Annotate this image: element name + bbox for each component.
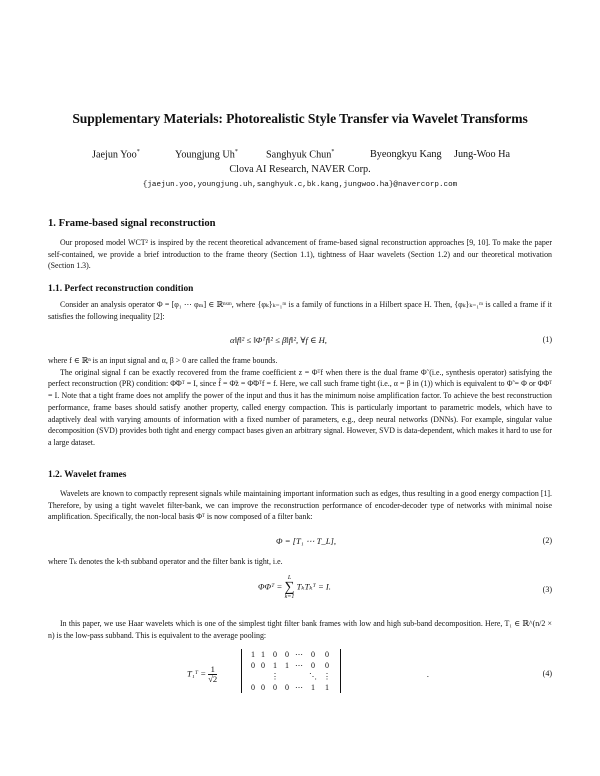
matrix-cell: ⋯ — [295, 661, 303, 670]
matrix-cell: ⋮ — [323, 672, 331, 681]
matrix-cell: 1 — [251, 650, 255, 659]
section-1-intro — [48, 237, 552, 272]
sum-upper-limit: L — [287, 575, 292, 581]
paragraph: The original signal f can be exactly recovered from the frame coefficient z = Φᵀf when there is the dual frame Φ̃ (i.e., synthesis operator) satisfying the perfect reconstruction (PR) condition: Φ̃Φᵀ = I, since f̂ = Φ̃z = Φ̃Φᵀf = f. Here, we call such frame tight (i.e., α = β in (1)) which is equivalent to Φ̃ = Φ or ΦΦᵀ = I. Note that a tight frame does not amplify the power of the input and thus it has the minimum noise amplification factor. To achieve the best reconstruction performance, frame bases should satisfy another property, called energy compaction. This is particularly important to parametric models, which have to adaptively deal with varying amounts of information with a fixed number of parameters, e.g., deep neural networks (DNNs). For example, singular value decomposition (SVD) provides both tight and energy compact bases given an arbitrary signal. However, SVD is data-dependent, which makes it hard to use for a large dataset. — [48, 367, 552, 447]
equation-lhs: ΦΦᵀ = — [258, 581, 283, 592]
author-name: Byeongkyu Kang — [370, 149, 442, 160]
matrix-cell: 0 — [261, 683, 265, 692]
matrix-cell: ⋯ — [295, 650, 303, 659]
matrix — [241, 649, 341, 693]
paragraph: Consider an analysis operator Φ = [φ₁ ⋯ φₘ] ∈ ℝⁿˣᵐ, where {φₖ}ₖ₌₁ᵐ is a family of functions in a Hilbert space H. Then, {φₖ}ₖ₌₁ᵐ is called a frame if it satisfies the following inequality [2]: — [48, 300, 552, 321]
equation-rhs: TₖTₖᵀ = I. — [296, 581, 331, 592]
section-heading-1-2: 1.2. Wavelet frames — [48, 470, 127, 480]
section-1-1-para-1 — [48, 299, 552, 322]
matrix-cell: 0 — [285, 650, 289, 659]
equation-tail: . — [427, 669, 430, 679]
matrix-cell: ⋯ — [295, 683, 303, 692]
matrix-cell: 0 — [285, 683, 289, 692]
matrix-cell: 1 — [285, 661, 289, 670]
email-addresses: {jaejun.yoo,youngjung.uh,sanghyuk.c,bk.kang,jungwoo.ha}@navercorp.com — [142, 181, 458, 189]
matrix-row — [248, 649, 334, 660]
matrix-cell: 0 — [325, 650, 329, 659]
matrix-cell — [292, 671, 306, 682]
paragraph: where f ∈ ℝⁿ is an input signal and α, β > 0 are called the frame bounds. — [48, 356, 278, 365]
matrix-cell: 1 — [311, 683, 315, 692]
equation-body: Φ = [T₁ ⋯ T_L], — [276, 536, 336, 546]
section-1-1-para-2 — [48, 355, 552, 449]
matrix-row — [248, 671, 334, 682]
paragraph: where Tₖ denotes the k-th subband operator and the filter bank is tight, i.e. — [48, 557, 283, 566]
equation-number: (4) — [542, 669, 552, 678]
matrix-cell: 0 — [311, 661, 315, 670]
equation-body: α‖f‖² ≤ ‖Φᵀf‖² ≤ β‖f‖², ∀f ∈ H, — [230, 335, 327, 345]
paragraph: Wavelets are known to compactly represent signals while maintaining important information such as edges, thus resulting in a good energy compaction [1]. Therefore, by using a tight wavelet filter-bank, we can improve the reconstruction performance of encoder-decoder type of networks with minimal noise amplification. Specifically, the non-local basis Φᵀ is now composed of a filter bank: — [48, 489, 552, 522]
author-name: Youngjung Uh* — [175, 149, 238, 161]
affiliation: Clova AI Research, NAVER Corp. — [229, 164, 371, 175]
matrix-row — [248, 682, 334, 693]
equation-lhs-block — [187, 665, 217, 684]
fraction — [208, 665, 217, 684]
matrix-cell: 1 — [261, 650, 265, 659]
matrix-cell: 0 — [251, 683, 255, 692]
section-heading-1: 1. Frame-based signal reconstruction — [48, 218, 216, 229]
summation-symbol: L ∑ k=1 — [284, 575, 295, 600]
matrix-row — [248, 660, 334, 671]
equation-number: (1) — [542, 335, 552, 344]
sum-lower-limit: k=1 — [284, 594, 295, 600]
matrix-cell: 0 — [273, 650, 277, 659]
author-name: Jaejun Yoo* — [92, 149, 140, 161]
author-name: Sanghyuk Chun* — [266, 149, 335, 161]
matrix-cell: ⋱ — [309, 672, 317, 681]
equation-number: (2) — [542, 536, 552, 545]
matrix-cell: 0 — [261, 661, 265, 670]
paragraph: In this paper, we use Haar wavelets which is one of the simplest tight filter bank frames with low and high sub-band decomposition. Here, T₁ ∈ ℝ^(n/2 × n) is the low-pass subband. This is equivalent to the average pooling: — [48, 619, 552, 640]
section-heading-1-1: 1.1. Perfect reconstruction condition — [48, 284, 194, 294]
fraction-numerator: 1 — [210, 664, 215, 674]
matrix-table — [248, 649, 334, 693]
matrix-cell: 0 — [311, 650, 315, 659]
equation-lhs: T₁ᵀ = — [187, 668, 207, 679]
paper-title: Supplementary Materials: Photorealistic Style Transfer via Wavelet Transforms — [72, 111, 528, 126]
fraction-denominator: √2 — [208, 674, 218, 684]
matrix-cell: 0 — [251, 661, 255, 670]
matrix-cell: 0 — [273, 683, 277, 692]
matrix-cell: 1 — [273, 661, 277, 670]
equation-body — [258, 575, 331, 600]
matrix-cell — [248, 671, 258, 682]
matrix-cell — [258, 671, 268, 682]
section-1-2-para-2 — [48, 556, 552, 568]
matrix-cell: 1 — [325, 683, 329, 692]
equation-number: (3) — [542, 585, 552, 594]
section-1-2-para-3 — [48, 618, 552, 641]
matrix-cell: ⋮ — [271, 672, 279, 681]
paragraph: Our proposed model WCT² is inspired by the recent theoretical advancement of frame-based signal reconstruction approaches [9, 10]. To make the paper self-contained, we provide a brief introduction to the frame theory (Section 1.1), tightness of Haar wavelets (Section 1.2) and our theoretical motivation (Section 1.3). — [48, 238, 552, 271]
matrix-cell — [282, 671, 292, 682]
section-1-2-para-1 — [48, 488, 552, 523]
author-name: Jung-Woo Ha — [454, 149, 511, 160]
matrix-cell: 0 — [325, 661, 329, 670]
